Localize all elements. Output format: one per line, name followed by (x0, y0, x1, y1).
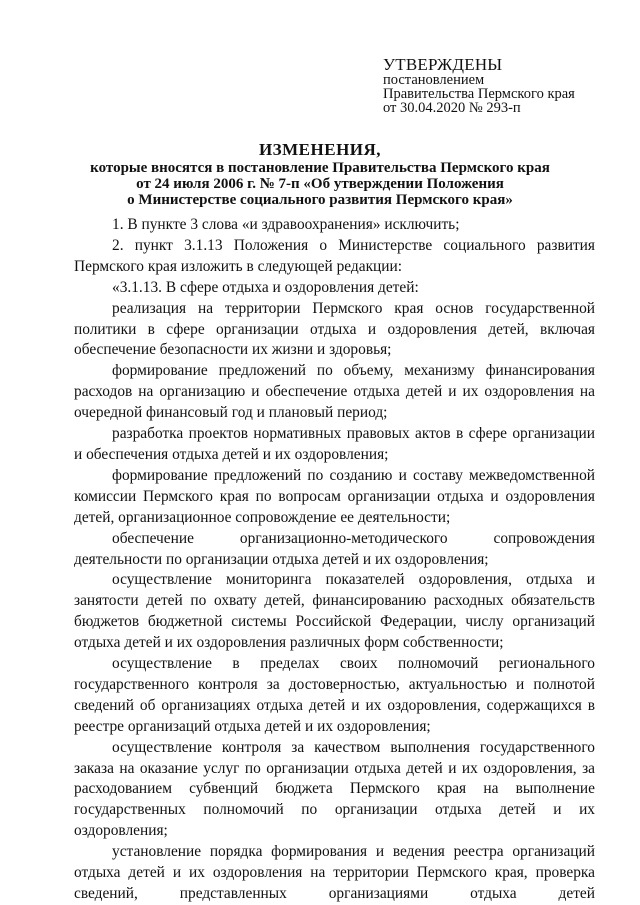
paragraph: осуществление контроля за качеством выполнения государственного заказа на оказание услуг по организации отдыха детей и их оздоровления, за расходованием субвенций бюджета Пермского края на выполнение государственных полномочий по организации отдыха детей и их оздоровления; (74, 738, 595, 840)
paragraph: 2. пункт 3.1.13 Положения о Министерстве социального развития Пермского края изложить в следующей редакции: (74, 236, 595, 275)
paragraph: формирование предложений по созданию и составу межведомственной комиссии Пермского края по вопросам организации отдыха и оздоровления детей, организационное сопровождение ее деятельности; (74, 466, 595, 526)
paragraph: обеспечение организационно-методического сопровождения деятельности по организации отдыха детей и их оздоровления; (74, 529, 595, 568)
paragraph: осуществление мониторинга показателей оздоровления, отдыха и занятости детей по охвату детей, финансированию расходных обязательств бюджетов бюджетной системы Российской Федерации, числу организаций отдыха детей и их оздоровления различных форм собственности; (74, 571, 595, 652)
heading-title: ИЗМЕНЕНИЯ, (258, 140, 382, 159)
approval-title: УТВЕРЖДЕНЫ (383, 55, 503, 74)
paragraph: осуществление в пределах своих полномочий регионального государственного контроля за достоверностью, актуальностью и полнотой сведений об организациях отдыха детей и их оздоровления, содержащихся в реестре организаций отдыха детей и их оздоровления; (74, 655, 595, 735)
heading-subtitle-line: о Министерстве социального развития Пермского края» (127, 192, 513, 208)
paragraph: 1. В пункте 3 слова «и здравоохранения» исключить; (112, 216, 460, 233)
paragraph: «3.1.13. В сфере отдыха и оздоровления детей: (112, 278, 419, 296)
document-body (74, 215, 595, 905)
approval-line: постановлением (383, 72, 485, 88)
approval-block (383, 55, 575, 116)
paragraph: формирование предложений по объему, механизму финансирования расходов на организацию и обеспечение отдыха детей и их оздоровления на очередной финансовый год и плановый период; (74, 362, 595, 422)
paragraph: реализация на территории Пермского края основ государственной политики в сфере организации отдыха и оздоровления детей, включая обеспечение безопасности их жизни и здоровья; (74, 299, 595, 359)
approval-line: от 30.04.2020 № 293-п (383, 100, 521, 116)
paragraph: установление порядка формирования и ведения реестра организаций отдыха детей и их оздоровления на территории Пермского края, проверка сведений, представленных организациями отдыха детей (74, 843, 595, 902)
paragraph: разработка проектов нормативных правовых актов в сфере организации и обеспечения отдыха детей и их оздоровления; (74, 425, 595, 463)
approval-line: Правительства Пермского края (383, 86, 575, 102)
heading-subtitle-line: которые вносятся в постановление Правительства Пермского края (90, 160, 550, 176)
heading-subtitle-line: от 24 июля 2006 г. № 7-п «Об утверждении Положения (136, 176, 504, 192)
document-heading (60, 140, 580, 208)
